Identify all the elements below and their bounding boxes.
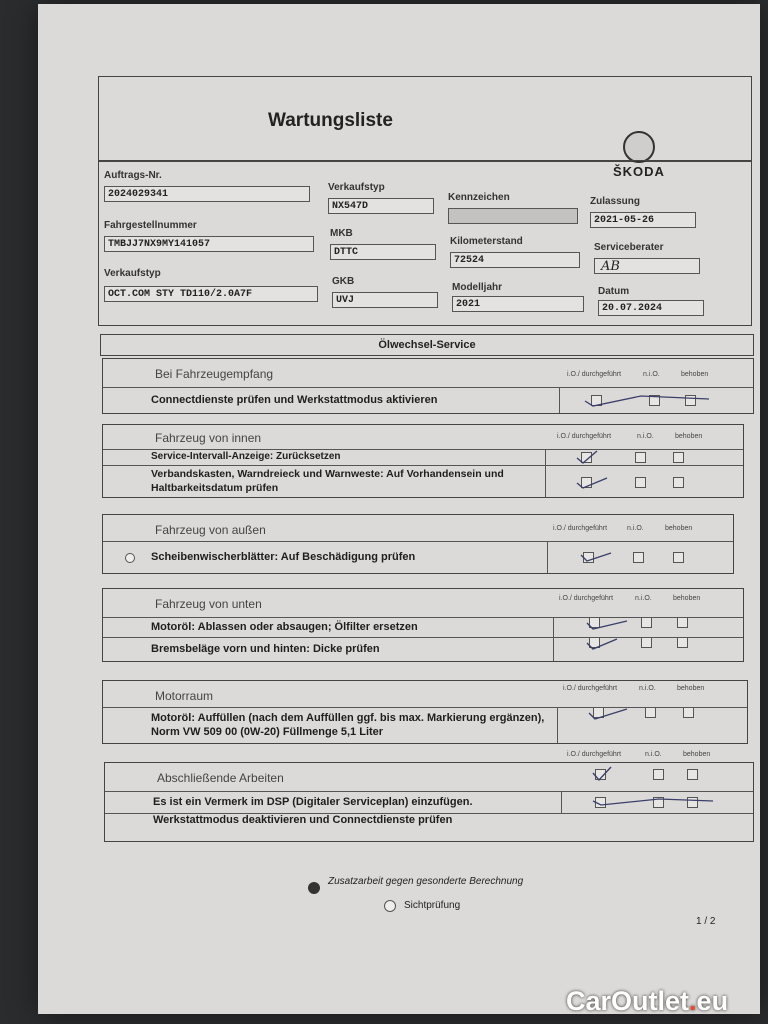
visual-check-label: Sichtprüfung: [404, 900, 461, 911]
col-io-header: i.O./ durchgeführt: [567, 751, 622, 758]
checklist-item-text: Bremsbeläge vorn und hinten: Dicke prüfen: [151, 643, 380, 655]
section-title: Bei Fahrzeugempfang: [155, 367, 274, 381]
checklist-item-text: Scheibenwischerblätter: Auf Beschädigung prüfen: [151, 551, 416, 563]
check-mark-icon: [573, 449, 603, 465]
check-mark-icon: [589, 765, 619, 783]
checklist-row: [103, 541, 733, 573]
kilometerstand-label: Kilometerstand: [450, 236, 523, 247]
section-header: [105, 751, 753, 792]
col-io-header: i.O./ durchgeführt: [557, 433, 612, 440]
checklist-row: [103, 617, 743, 638]
check-mark-icon: [585, 707, 635, 725]
section-motorraum: [102, 680, 748, 744]
col-io-header: i.O./ durchgeführt: [563, 685, 618, 692]
watermark-tld: eu: [696, 986, 729, 1016]
watermark-logo: [566, 986, 728, 1017]
col-nio-header: n.i.O.: [637, 433, 654, 440]
checkbox-nio[interactable]: [633, 552, 644, 563]
section-title: Fahrzeug von außen: [155, 523, 266, 537]
kennzeichen-value: [448, 208, 578, 224]
section-fahrzeug-von-aussen: [102, 514, 734, 574]
verkaufstyp-code-label: Verkaufstyp: [328, 182, 385, 193]
checklist-row: [103, 637, 743, 661]
section-header: [103, 425, 743, 450]
eye-icon: [125, 553, 135, 563]
col-nio-header: n.i.O.: [643, 371, 660, 378]
modelljahr-value: 2021: [452, 296, 584, 312]
watermark-dot: .: [689, 986, 697, 1016]
check-mark-icon: [589, 793, 719, 807]
col-nio-header: n.i.O.: [627, 525, 644, 532]
column-divider: [553, 617, 554, 637]
section-bei-fahrzeugempfang: [102, 358, 754, 414]
section-fahrzeug-von-unten: [102, 588, 744, 662]
eye-icon: [384, 900, 396, 912]
document-title: Wartungsliste: [268, 110, 393, 131]
column-divider: [559, 387, 560, 413]
section-title: Abschließende Arbeiten: [157, 771, 284, 785]
checklist-row: [105, 813, 753, 841]
kilometerstand-value: 72524: [450, 252, 580, 268]
checklist-item-text: Werkstattmodus deaktivieren und Connectdienste prüfen: [153, 814, 453, 826]
column-divider: [545, 465, 546, 497]
check-mark-icon: [573, 473, 613, 491]
checkbox-nio[interactable]: [641, 617, 652, 628]
col-nio-header: n.i.O.: [645, 751, 662, 758]
verkaufstyp-value: OCT.COM STY TD110/2.0A7F: [104, 286, 318, 302]
zulassung-value: 2021-05-26: [590, 212, 696, 228]
col-behoben-header: behoben: [681, 371, 709, 378]
column-divider: [557, 707, 558, 743]
gkb-label: GKB: [332, 276, 355, 287]
checkbox-behoben[interactable]: [677, 637, 688, 648]
section-title: Fahrzeug von unten: [155, 597, 262, 611]
col-nio-header: n.i.O.: [639, 685, 656, 692]
brand-name: ŠKODA: [613, 164, 665, 179]
footer-note: Zusatzarbeit gegen gesonderte Berechnung: [328, 876, 524, 887]
section-header: [103, 515, 733, 542]
service-title: Ölwechsel-Service: [100, 334, 754, 356]
serviceberater-label: Serviceberater: [594, 242, 664, 253]
watermark-brand: CarOutlet: [566, 986, 690, 1016]
section-header: [103, 359, 753, 388]
fahrgestellnummer-value: TMBJJ7NX9MY141057: [104, 236, 314, 252]
auftrags-nr-label: Auftrags-Nr.: [104, 170, 162, 181]
checkbox-nio[interactable]: [635, 477, 646, 488]
section-fahrzeug-von-innen: [102, 424, 744, 498]
checkbox-behoben[interactable]: [673, 552, 684, 563]
mkb-value: DTTC: [330, 244, 436, 260]
modelljahr-label: Modelljahr: [452, 282, 503, 293]
col-nio-header: n.i.O.: [635, 595, 652, 602]
check-mark-icon: [583, 637, 623, 653]
checklist-item-text: Service-Intervall-Anzeige: Zurücksetzen: [151, 451, 341, 462]
checkbox-nio[interactable]: [645, 707, 656, 718]
checkbox-behoben[interactable]: [673, 452, 684, 463]
serviceberater-value: AB: [594, 258, 700, 274]
col-behoben-header: behoben: [675, 433, 703, 440]
section-header: [103, 681, 747, 708]
col-behoben-header: behoben: [683, 751, 711, 758]
datum-label: Datum: [598, 286, 630, 297]
verkaufstyp-label: Verkaufstyp: [104, 268, 161, 279]
checklist-item-text: Verbandskasten, Warndreieck und Warnweste: Auf Vorhandensein und Haltbarkeitsdatum prüfen: [151, 468, 504, 494]
checklist-row: [103, 449, 743, 466]
bullet-icon: [308, 882, 320, 894]
checklist-row: [103, 465, 743, 497]
column-divider: [553, 637, 554, 661]
checkbox-nio[interactable]: [635, 452, 646, 463]
checkbox-nio[interactable]: [641, 637, 652, 648]
checkbox-behoben[interactable]: [683, 707, 694, 718]
checkbox-nio[interactable]: [653, 769, 664, 780]
section-title: Fahrzeug von innen: [155, 431, 262, 445]
skoda-logo-icon: [623, 131, 655, 163]
checklist-row: [105, 791, 753, 814]
checklist-item-text: Motoröl: Auffüllen (nach dem Auffüllen ggf. bis max. Markierung ergänzen), Norm VW 509 00 (0W-20) Füllmenge 5,1 Liter: [151, 712, 545, 738]
section-title: Motorraum: [155, 689, 214, 703]
col-behoben-header: behoben: [673, 595, 701, 602]
col-io-header: i.O./ durchgeführt: [567, 371, 622, 378]
column-divider: [545, 449, 546, 465]
verkaufstyp-code-value: NX547D: [328, 198, 434, 214]
check-mark-icon: [581, 393, 711, 407]
maintenance-sheet: [38, 4, 760, 1014]
section-abschliessende-arbeiten: [104, 751, 754, 842]
checklist-row: [103, 707, 747, 743]
col-behoben-header: behoben: [677, 685, 705, 692]
check-mark-icon: [583, 617, 633, 635]
kennzeichen-label: Kennzeichen: [448, 192, 510, 203]
zulassung-label: Zulassung: [590, 196, 641, 207]
column-divider: [561, 791, 562, 813]
checkbox-behoben[interactable]: [673, 477, 684, 488]
checklist-item-text: Connectdienste prüfen und Werkstattmodus aktivieren: [151, 394, 438, 406]
gkb-value: UVJ: [332, 292, 438, 308]
section-header: [103, 589, 743, 618]
datum-value: 20.07.2024: [598, 300, 704, 316]
checklist-item-text: Motoröl: Ablassen oder absaugen; Ölfilter ersetzen: [151, 621, 418, 633]
col-io-header: i.O./ durchgeführt: [553, 525, 608, 532]
col-behoben-header: behoben: [665, 525, 693, 532]
mkb-label: MKB: [330, 228, 353, 239]
fahrgestellnummer-label: Fahrgestellnummer: [104, 220, 197, 231]
checkbox-behoben[interactable]: [677, 617, 688, 628]
column-divider: [547, 541, 548, 573]
auftrags-nr-value: 2024029341: [104, 186, 310, 202]
checklist-row: [103, 387, 753, 413]
check-mark-icon: [577, 547, 617, 565]
page-number: 1 / 2: [696, 916, 716, 927]
checkbox-behoben[interactable]: [687, 769, 698, 780]
col-io-header: i.O./ durchgeführt: [559, 595, 614, 602]
checklist-item-text: Es ist ein Vermerk im DSP (Digitaler Serviceplan) einzufügen.: [153, 796, 473, 808]
